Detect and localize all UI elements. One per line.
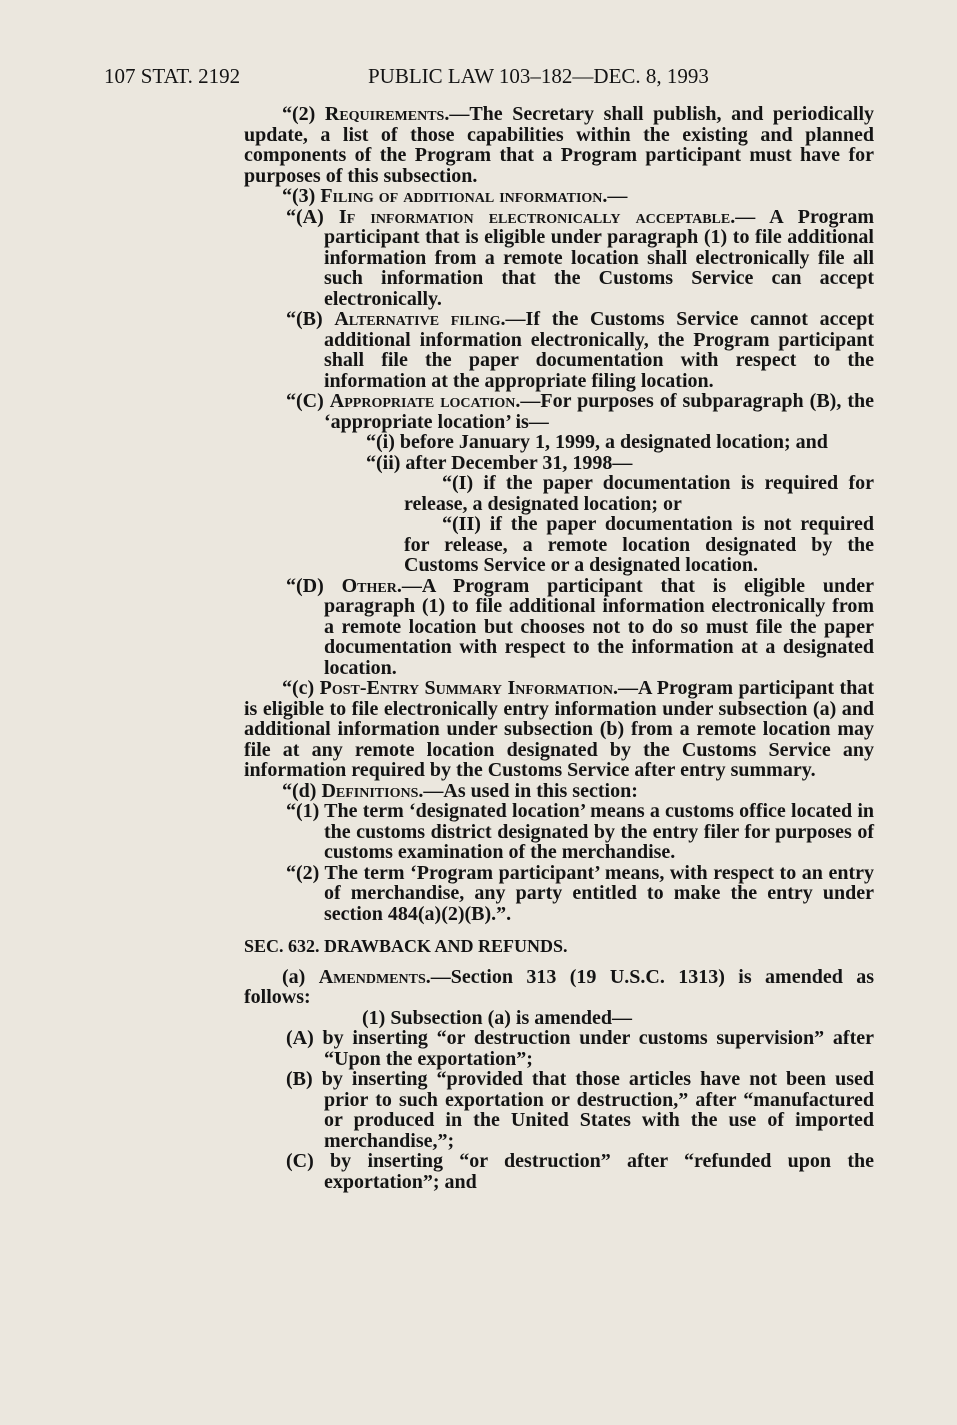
body-text [244, 104, 874, 1192]
subclause-ii: “(II) if the paper documentation is not required for release, a remote location designated by the Customs Service or a designated location. [404, 513, 874, 576]
paragraph-2-requirements: “(2) Requirements.—The Secretary shall publish, and periodically update, a list of those capabilities within the existing and planned components of the Program that a Program participant must have for purposes of this subsection. [244, 103, 874, 187]
clause-i: “(i) before January 1, 1999, a designated location; and [366, 431, 828, 453]
paragraph-3-filing-heading: “(3) Filing of additional information.— [282, 185, 628, 207]
amendment-a: (A) by inserting “or destruction under customs supervision” after “Upon the exportation”; [286, 1027, 874, 1070]
running-header: PUBLIC LAW 103–182—DEC. 8, 1993 [368, 64, 709, 88]
section-heading: SEC. 632. DRAWBACK AND REFUNDS. [244, 936, 568, 956]
amendment-paragraph-1: (1) Subsection (a) is amended— [362, 1006, 633, 1029]
page-citation: 107 STAT. 2192 [104, 64, 241, 88]
clause-ii: “(ii) after December 31, 1998— [366, 451, 633, 474]
subsection-c-post-entry: “(c) Post-Entry Summary Information.—A Program participant that is eligible to file electronically entry information under subsection (a) and additional information under subsection (b) from a remote location may file at any remote location designated by the Customs Service any information required by the Customs Service after entry summary. [244, 677, 874, 781]
subsection-a-amendments: (a) Amendments.—Section 313 (19 U.S.C. 1313) is amended as follows: [244, 965, 875, 1008]
subparagraph-d-other: “(D) Other.—A Program participant that is eligible under paragraph (1) to file additional information electronically from a remote location but chooses not to do so must file the paper documentation with respect to the information at a designated location. [286, 574, 875, 679]
subparagraph-c-location: “(C) Appropriate location.—For purposes of subparagraph (B), the ‘appropriate location’ is— [286, 390, 874, 433]
amendment-b: (B) by inserting “provided that those articles have not been used prior to such exportation or destruction,” after “manufactured or produced in the United States with the use of imported merchandise,”; [286, 1068, 874, 1152]
amendment-c: (C) by inserting “or destruction” after “refunded upon the exportation”; and [286, 1150, 874, 1193]
subparagraph-a-electronic: “(A) If information electronically acceptable.— A Program participant that is eligible under paragraph (1) to file additional information from a remote location shall electronically file all such information that the Customs Service can accept electronically. [286, 205, 874, 310]
subsection-d-definitions: “(d) Definitions.—As used in this section: [282, 779, 638, 802]
subparagraph-b-alternative: “(B) Alternative filing.—If the Customs Service cannot accept additional information electronically, the Program participant shall file the paper documentation with respect to the information at the appropriate filing location. [286, 308, 874, 392]
subclause-i: “(I) if the paper documentation is required for release, a designated location; or [404, 472, 874, 515]
definition-designated-location: “(1) The term ‘designated location’ means a customs office located in the customs district designated by the entry filer for purposes of customs examination of the merchandise. [286, 800, 874, 863]
definition-program-participant: “(2) The term ‘Program participant’ means, with respect to an entry of merchandise, any party entitled to make the entry under section 484(a)(2)(B).”. [286, 861, 874, 925]
